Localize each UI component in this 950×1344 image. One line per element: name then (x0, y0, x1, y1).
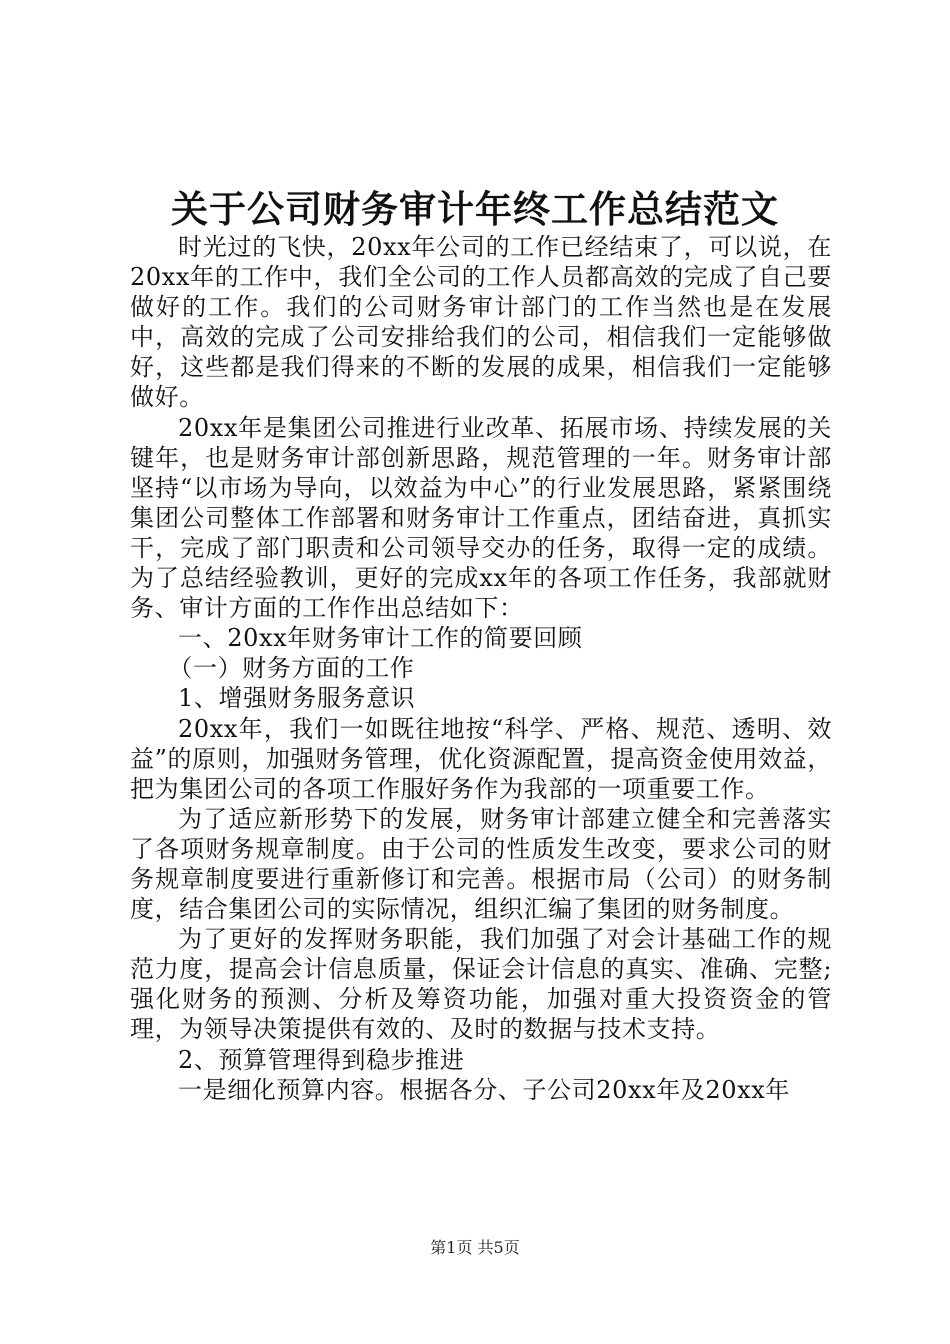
paragraph-principles: 20xx年，我们一如既往地按“科学、严格、规范、透明、效益”的原则，加强财务管理，优化资源配置，提高资金使用效益，把为集团公司的各项工作服好务作为我部的一项重要工作。 (130, 714, 832, 803)
paragraph-intro: 时光过的飞快，20xx年公司的工作已经结束了，可以说，在20xx年的工作中，我们全公司的工作人员都高效的完成了自己要做好的工作。我们的公司财务审计部门的工作当然也是在发展中，高效的完成了公司安排给我们的公司，相信我们一定能够做好，这些都是我们得来的不断的发展的成果，相信我们一定能够做好。 (130, 233, 832, 412)
section-heading-review: 一、20xx年财务审计工作的简要回顾 (178, 624, 583, 653)
page-footer: 第1页 共5页 (430, 1238, 520, 1257)
document-body (130, 232, 832, 1105)
item-heading-budget: 2、预算管理得到稳步推进 (178, 1045, 465, 1074)
subsection-heading-finance: （一）财务方面的工作 (168, 654, 415, 683)
paragraph-budget-detail: 一是细化预算内容。根据各分、子公司20xx年及20xx年 (178, 1075, 791, 1104)
item-heading-service-awareness: 1、增强财务服务意识 (178, 684, 416, 713)
paragraph-overview: 20xx年是集团公司推进行业改革、拓展市场、持续发展的关键年，也是财务审计部创新思路，规范管理的一年。财务审计部坚持“以市场为导向，以效益为中心”的行业发展思路，紧紧围绕集团公司整体工作部署和财务审计工作重点，团结奋进，真抓实干，完成了部门职责和公司领导交办的任务，取得一定的成绩。为了总结经验教训，更好的完成xx年的各项工作任务，我部就财务、审计方面的工作作出总结如下： (130, 413, 832, 623)
paragraph-regulations: 为了适应新形势下的发展，财务审计部建立健全和完善落实了各项财务规章制度。由于公司的性质发生改变，要求公司的财务规章制度要进行重新修订和完善。根据市局（公司）的财务制度，结合集团公司的实际情况，组织汇编了集团的财务制度。 (130, 804, 832, 924)
document-title: 关于公司财务审计年终工作总结范文 (171, 187, 779, 231)
paragraph-accounting: 为了更好的发挥财务职能，我们加强了对会计基础工作的规范力度，提高会计信息质量，保证会计信息的真实、准确、完整;强化财务的预测、分析及筹资功能，加强对重大投资资金的管理，为领导决策提供有效的、及时的数据与技术支持。 (130, 925, 832, 1044)
